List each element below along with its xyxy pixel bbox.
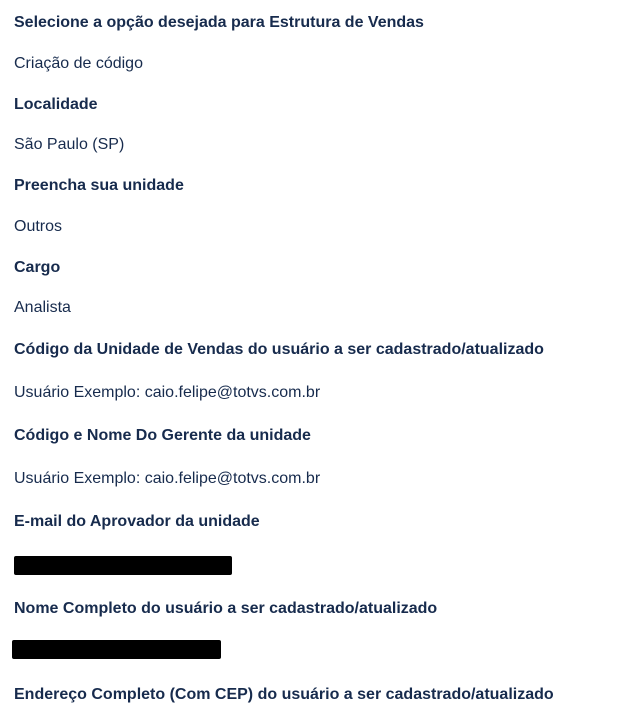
field-label-endereco-completo: Endereço Completo (Com CEP) do usuário a ser cadastrado/atualizado [14, 686, 554, 703]
field-label-estrutura-vendas: Selecione a opção desejada para Estrutura de Vendas [14, 14, 424, 31]
field-value-gerente-unidade: Usuário Exemplo: caio.felipe@totvs.com.br [14, 470, 321, 487]
field-value-cargo: Analista [14, 299, 71, 316]
redacted-value-nome-completo [12, 640, 221, 659]
field-value-codigo-unidade-vendas: Usuário Exemplo: caio.felipe@totvs.com.br [14, 384, 321, 401]
field-value-unidade: Outros [14, 218, 63, 235]
field-value-localidade: São Paulo (SP) [14, 136, 125, 153]
field-label-codigo-unidade-vendas: Código da Unidade de Vendas do usuário a ser cadastrado/atualizado [14, 341, 544, 358]
field-label-localidade: Localidade [14, 96, 98, 113]
field-value-estrutura-vendas: Criação de código [14, 55, 143, 72]
field-label-email-aprovador: E-mail do Aprovador da unidade [14, 513, 260, 530]
field-label-unidade: Preencha sua unidade [14, 177, 184, 194]
field-label-cargo: Cargo [14, 259, 61, 276]
redacted-value-email-aprovador [14, 556, 232, 575]
field-label-gerente-unidade: Código e Nome Do Gerente da unidade [14, 427, 311, 444]
field-label-nome-completo: Nome Completo do usuário a ser cadastrado/atualizado [14, 600, 438, 617]
